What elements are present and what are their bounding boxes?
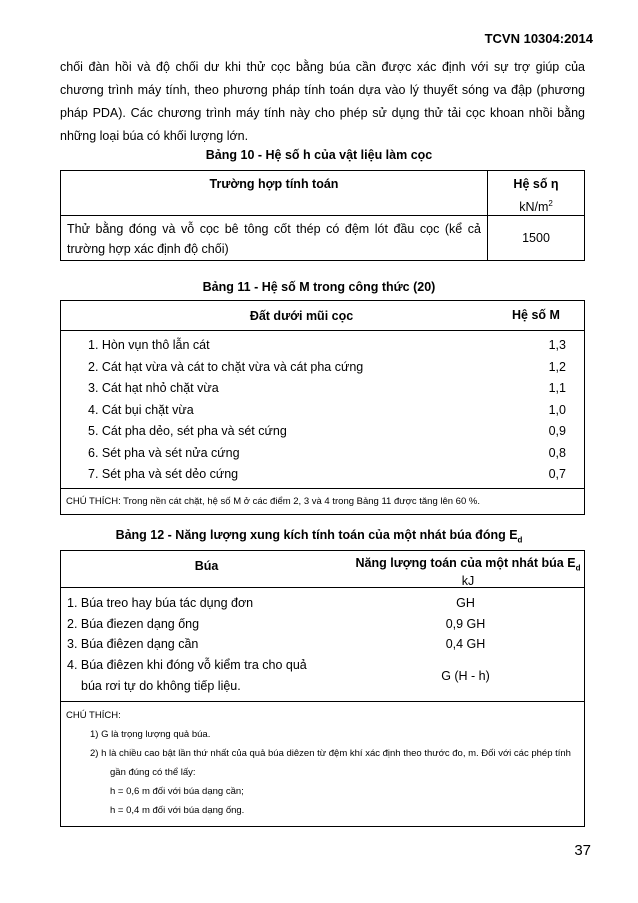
table10-col2-header-cell	[487, 171, 584, 215]
table12	[60, 550, 585, 827]
table11-item-value: 1,2	[548, 359, 566, 374]
table11-col1-header: Đất dưới mũi cọc	[249, 309, 354, 323]
table12-item-label: 2. Búa điezen dạng ống	[67, 616, 200, 631]
table11-item	[61, 464, 584, 486]
table11-item-label: 5. Cát pha dẻo, sét pha và sét cứng	[88, 424, 287, 438]
table11-caption: Bảng 11 - Hệ số M trong công thức (20)	[202, 280, 436, 294]
table10-row-text: Thử bằng đóng và vỗ cọc bê tông cốt thép có đệm lót đầu cọc (kể cả trường hợp xác định độ chối)	[67, 222, 481, 256]
table12-note2-line4: h = 0,4 m đối với búa dạng ống.	[110, 804, 245, 816]
table12-col2-header-cell	[352, 551, 584, 587]
table12-item-value: GH	[456, 596, 475, 610]
table11-item	[61, 335, 584, 357]
table11-item	[61, 421, 584, 443]
table11-item-label: 4. Cát bụi chặt vừa	[88, 402, 194, 417]
table11-item	[61, 443, 584, 465]
table11-item-label: 3. Cát hạt nhỏ chặt vừa	[88, 381, 219, 395]
table10-header-row	[61, 171, 584, 216]
table11-item-label: 2. Cát hạt vừa và cát to chặt vừa và cát pha cứng	[88, 359, 364, 374]
table12-item-label: 3. Búa điêzen dạng cần	[67, 637, 199, 651]
table10-caption: Bảng 10 - Hệ số h của vật liệu làm cọc	[205, 148, 433, 162]
table12-item-4	[61, 655, 584, 697]
table11-item	[61, 400, 584, 422]
table12-caption: Bảng 12 - Năng lượng xung kích tính toán của một nhát búa đóng $E_d$	[115, 528, 523, 545]
table12-item4-line1: 4. Búa điêzen khi đóng vỗ kiểm tra cho quả	[67, 657, 307, 672]
standard-header: TCVN 10304:2014	[484, 31, 593, 46]
table11	[60, 300, 585, 515]
table12-note2-line3: h = 0,6 m đối với búa dạng cần;	[110, 785, 244, 797]
table10-data-row	[61, 216, 584, 260]
table12-header-row	[61, 551, 584, 588]
table12-item	[61, 614, 584, 635]
table12-item	[61, 634, 584, 655]
table11-item	[61, 378, 584, 400]
page-number: 37	[574, 842, 591, 859]
table10-row-value: 1500	[487, 216, 584, 260]
table12-item	[61, 593, 584, 614]
table12-item-label: 1. Búa treo hay búa tác dụng đơn	[67, 596, 254, 610]
table11-item-value: 0,8	[548, 445, 566, 460]
table12-item4-value: G (H - h)	[441, 668, 490, 683]
table12-note	[61, 702, 584, 826]
table12-note-title: CHÚ THÍCH:	[66, 709, 121, 721]
table12-item4-line2: búa rơi tự do không tiếp liệu.	[81, 678, 241, 693]
table10-col2-header: Hệ số η	[513, 177, 559, 191]
table12-col2-unit: kJ	[461, 573, 475, 588]
table12-note2-line1: 2) h là chiều cao bật lần thứ nhất của quả búa diêzen từ đệm khí xác định theo thước đo, m. Đối với các phép tính	[90, 747, 571, 759]
table12-note1: 1) G là trọng lượng quả búa.	[90, 728, 211, 740]
table11-item-label: 6. Sét pha và sét nửa cứng	[88, 445, 240, 460]
table10-col1-header: Trường hợp tính toán	[209, 177, 339, 191]
table11-body	[61, 331, 584, 489]
table11-col2-header: Hệ số M	[512, 308, 560, 322]
table11-header-row	[61, 301, 584, 331]
table11-item-label: 1. Hòn vụn thô lẫn cát	[88, 338, 210, 352]
table12-item-value: 0,9 GH	[445, 616, 486, 631]
table11-item	[61, 357, 584, 379]
table11-item-value: 1,0	[548, 402, 566, 417]
table11-item-value: 0,7	[548, 467, 566, 481]
table11-item-value: 0,9	[548, 424, 566, 438]
table11-item-value: 1,3	[548, 338, 566, 352]
table10-col2-unit: $kN/m^2$	[519, 199, 553, 215]
table11-note: CHÚ THÍCH: Trong nền cát chặt, hệ số M ở các điểm 2, 3 và 4 trong Bảng 11 được tăng lên 60 %.	[66, 495, 480, 507]
table10	[60, 170, 585, 261]
table12-body	[61, 588, 584, 702]
table11-item-value: 1,1	[548, 381, 566, 395]
table11-item-label: 7. Sét pha và sét dẻo cứng	[88, 467, 239, 481]
table12-col2-header: Năng lượng toán của một nhát búa $E_d$	[355, 556, 581, 573]
table12-col1-header: Búa	[194, 559, 219, 573]
table12-note2-line2: gần đúng có thể lấy:	[110, 766, 196, 778]
intro-paragraph: chối đàn hồi và độ chối dư khi thử cọc bằng búa cần được xác định với sự trợ giúp của chương trình máy tính, theo phương pháp tính toán dựa vào lý thuyết sóng va đập (phương pháp PDA). Các chương trình máy tính này cho phép sử dụng thử tải cọc khoan nhồi bằng những loại búa có khối lượng lớn.	[60, 60, 585, 143]
table12-item-value: 0,4 GH	[445, 637, 486, 651]
